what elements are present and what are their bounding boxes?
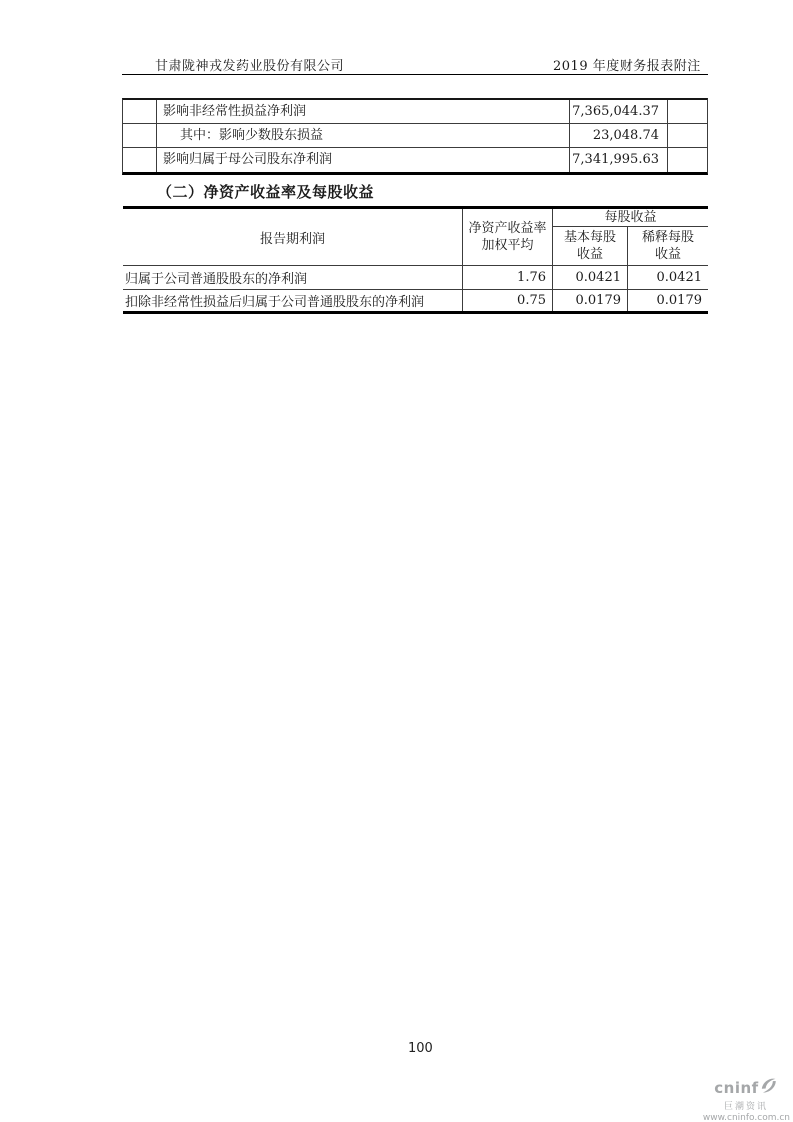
column-header-basic-eps [553,227,628,266]
row-label: 影响非经常性损益净利润 [157,100,570,124]
basic-eps-value: 0.0421 [553,266,628,290]
column-header-line: 加权平均 [481,238,534,253]
header-doc-title: 2019 年度财务报表附注 [553,59,701,74]
page-number: 100 [408,1041,433,1056]
section-heading: （二）净资产收益率及每股收益 [157,183,375,201]
row-value: 23,048.74 [570,124,668,148]
column-header-line: 收益 [654,247,681,262]
cninfo-chinese-name: 巨潮资讯 [723,1102,768,1112]
roe-value: 1.76 [463,266,553,290]
diluted-eps-value: 0.0179 [656,293,702,308]
row-label: 影响归属于母公司股东净利润 [157,148,570,172]
column-header-line: 基本每股 [563,230,616,245]
row-label: 其中：影响少数股东损益 [157,124,570,148]
column-header-line: 稀释每股 [641,230,694,245]
cninfo-brand-text: cninf [714,1079,759,1097]
row-label: 归属于公司普通股股东的净利润 [123,266,463,290]
column-header-line: 收益 [576,247,603,262]
table-row-note-cell [668,100,707,124]
cninfo-logo [702,1077,790,1122]
basic-eps-value: 0.0179 [553,290,628,311]
header-company-name: 甘肃陇神戎发药业股份有限公司 [155,59,345,74]
diluted-eps-value: 0.0421 [628,266,708,290]
table-row-note-cell [668,124,707,148]
column-header-weighted-roe [463,209,553,266]
header-rule [122,74,708,75]
table-row-seq-cell [123,148,157,172]
column-header-report-period-profit: 报告期利润 [123,209,463,266]
cninfo-swirl-icon [758,1076,779,1100]
row-label: 扣除非经常性损益后归属于公司普通股股东的净利润 [123,290,463,311]
table-row-note-cell [668,148,707,172]
row-value: 7,341,995.63 [570,148,668,172]
table-row-seq-cell [123,100,157,124]
table-row-seq-cell [123,124,157,148]
column-header-diluted-eps [628,227,708,266]
roe-eps-table [123,206,708,314]
cninfo-url: www.cninfo.com.cn [702,1113,790,1122]
row-value: 7,365,044.37 [570,100,668,124]
column-header-line: 净资产收益率 [468,221,547,236]
roe-value: 0.75 [463,290,553,311]
nonrecurring-profit-table [122,98,708,175]
column-group-header-eps: 每股收益 [553,209,708,227]
